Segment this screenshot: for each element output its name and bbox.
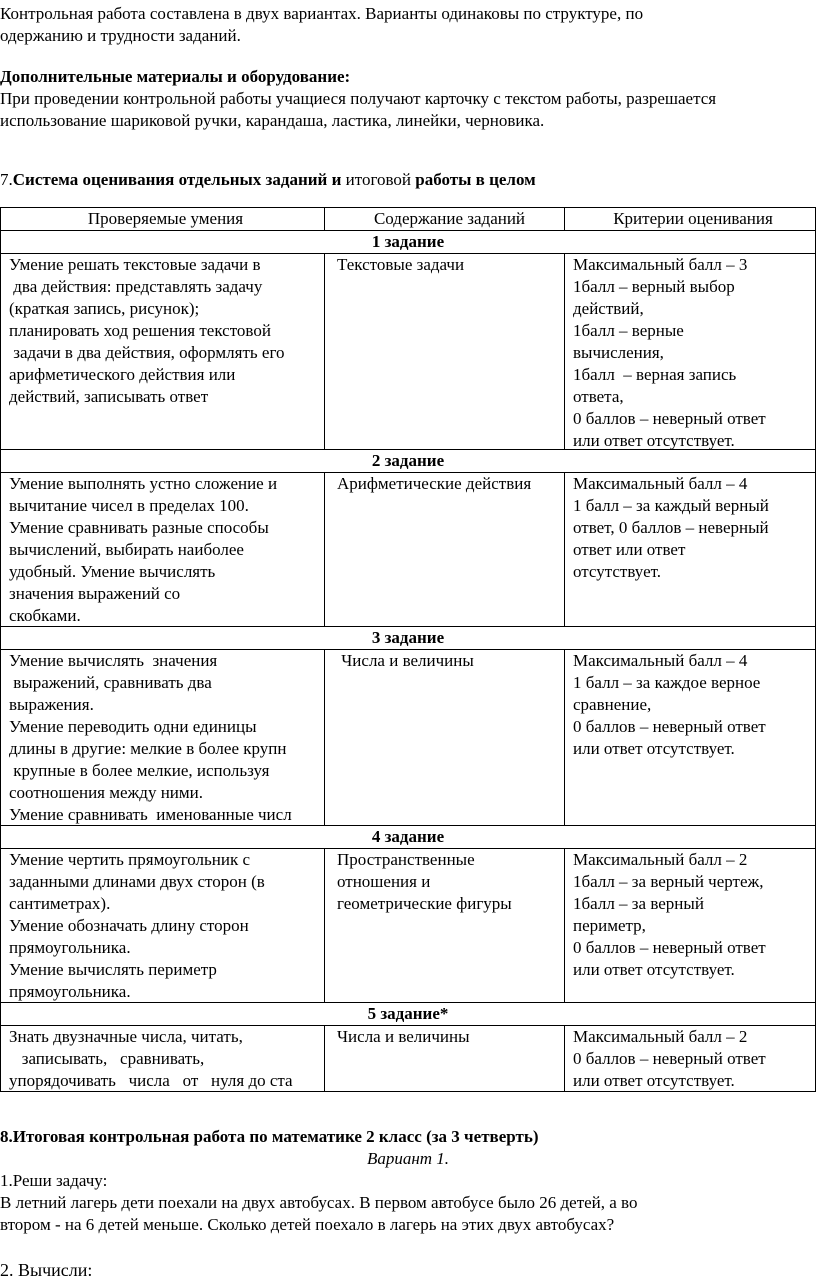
task-title-row: [0, 1003, 816, 1026]
criteria-cell: [565, 650, 816, 825]
section-7-number: 7.: [0, 170, 13, 189]
task-1-line-1: В летний лагерь дети поехали на двух автобусах. В первом автобусе было 26 детей, а во: [0, 1193, 638, 1212]
header-content: Содержание заданий: [325, 208, 565, 230]
cell-line: прямоугольника.: [9, 938, 131, 957]
task-title-row: [0, 450, 816, 473]
section-7-title-a: Система оценивания отдельных заданий и: [12, 170, 346, 189]
task-title-row: [0, 826, 816, 849]
task-1-line-2: втором - на 6 детей меньше. Сколько детей поехало в лагерь на этих двух автобусах?: [0, 1215, 615, 1234]
cell-line: Числа и величины: [337, 651, 474, 670]
cell-line: Умение переводить одни единицы: [9, 717, 257, 736]
cell-line: крупные в более мелкие, используя: [9, 761, 270, 780]
cell-line: 1балл – за верный чертеж,: [573, 872, 764, 891]
cell-line: Умение решать текстовые задачи в: [9, 255, 261, 274]
cell-line: Максимальный балл – 2: [573, 850, 748, 869]
criteria-cell: [565, 254, 816, 449]
skills-cell: [1, 650, 325, 825]
materials-heading: Дополнительные материалы и оборудование:: [0, 67, 351, 86]
content-cell: [325, 1026, 565, 1091]
cell-line: (краткая запись, рисунок);: [9, 299, 200, 318]
section-7-title: [0, 169, 536, 191]
task-title-row: [0, 627, 816, 650]
cell-line: 0 баллов – неверный ответ: [573, 409, 766, 428]
cell-line: периметр,: [573, 916, 646, 935]
cell-line: соотношения между ними.: [9, 783, 203, 802]
skills-cell: [1, 254, 325, 449]
cell-line: ответ, 0 баллов – неверный: [573, 518, 769, 537]
task-1-label: 1.Реши задачу:: [0, 1171, 108, 1190]
cell-line: вычисления,: [573, 343, 664, 362]
cell-line: Умение сравнивать именованные числ: [9, 805, 292, 824]
cell-line: Максимальный балл – 4: [573, 651, 748, 670]
variant-label: Вариант 1.: [366, 1149, 450, 1168]
cell-line: отношения и: [337, 872, 431, 891]
task-title: 1 задание: [1, 231, 816, 253]
cell-line: сравнение,: [573, 695, 652, 714]
task-title: 4 задание: [1, 826, 816, 848]
cell-line: 0 баллов – неверный ответ: [573, 938, 766, 957]
cell-line: скобками.: [9, 606, 81, 625]
section-7-title-c: работы в целом: [415, 170, 536, 189]
cell-line: Максимальный балл – 2: [573, 1027, 748, 1046]
cell-line: заданными длинами двух сторон (в: [9, 872, 265, 891]
cell-line: выражений, сравнивать два: [9, 673, 212, 692]
cell-line: действий, записывать ответ: [9, 387, 209, 406]
criteria-cell: [565, 849, 816, 1002]
cell-line: Умение выполнять устно сложение и: [9, 474, 278, 493]
cell-line: вычитание чисел в пределах 100.: [9, 496, 249, 515]
cell-line: Умение вычислять значения: [9, 651, 218, 670]
cell-line: или ответ отсутствует.: [573, 739, 735, 758]
cell-line: 1балл – верная запись: [573, 365, 737, 384]
intro-line-1: Контрольная работа составлена в двух вариантах. Варианты одинаковы по структуре, по: [0, 4, 644, 23]
cell-line: Умение сравнивать разные способы: [9, 518, 269, 537]
task-2-label: 2. Вычисли:: [0, 1260, 93, 1280]
skills-cell: [1, 1026, 325, 1091]
cell-line: Максимальный балл – 4: [573, 474, 748, 493]
cell-line: упорядочивать числа от нуля до ста: [9, 1071, 293, 1090]
cell-line: сантиметрах).: [9, 894, 111, 913]
cell-line: ответ или ответ: [573, 540, 686, 559]
criteria-cell: [565, 473, 816, 626]
table-row: [0, 849, 816, 1003]
cell-line: 1балл – верные: [573, 321, 684, 340]
content-cell: [325, 849, 565, 1002]
section-7-title-b: итоговой: [345, 170, 416, 189]
intro-line-2: одержанию и трудности заданий.: [0, 26, 241, 45]
cell-line: 0 баллов – неверный ответ: [573, 1049, 766, 1068]
cell-line: Числа и величины: [337, 1027, 470, 1046]
cell-line: арифметического действия или: [9, 365, 236, 384]
cell-line: записывать, сравнивать,: [9, 1049, 205, 1068]
grading-table: [0, 207, 816, 1092]
cell-line: Знать двузначные числа, читать,: [9, 1027, 243, 1046]
cell-line: два действия: представлять задачу: [9, 277, 263, 296]
cell-line: Умение обозначать длину сторон: [9, 916, 249, 935]
table-row: [0, 254, 816, 450]
cell-line: ответа,: [573, 387, 624, 406]
content-cell: [325, 473, 565, 626]
cell-line: или ответ отсутствует.: [573, 1071, 735, 1090]
cell-line: действий,: [573, 299, 644, 318]
cell-line: значения выражений со: [9, 584, 181, 603]
cell-line: вычислений, выбирать наиболее: [9, 540, 244, 559]
cell-line: задачи в два действия, оформлять его: [9, 343, 285, 362]
cell-line: 1 балл – за каждый верный: [573, 496, 769, 515]
cell-line: 1балл – за верный: [573, 894, 704, 913]
cell-line: удобный. Умение вычислять: [9, 562, 216, 581]
table-row: [0, 1026, 816, 1092]
cell-line: или ответ отсутствует.: [573, 431, 735, 449]
cell-line: отсутствует.: [573, 562, 662, 581]
cell-line: 1 балл – за каждое верное: [573, 673, 761, 692]
header-criteria: Критерии оценивания: [565, 208, 816, 230]
cell-line: Пространственные: [337, 850, 475, 869]
table-row: [0, 473, 816, 627]
cell-line: геометрические фигуры: [337, 894, 512, 913]
materials-line-2: использование шариковой ручки, карандаша, ластика, линейки, черновика.: [0, 111, 545, 130]
skills-cell: [1, 849, 325, 1002]
cell-line: длины в другие: мелкие в более крупн: [9, 739, 287, 758]
table-row: [0, 650, 816, 826]
task-title: 2 задание: [1, 450, 816, 472]
criteria-cell: [565, 1026, 816, 1091]
cell-line: или ответ отсутствует.: [573, 960, 735, 979]
cell-line: планировать ход решения текстовой: [9, 321, 271, 340]
section-8-title: 8.Итоговая контрольная работа по математике 2 класс (за 3 четверть): [0, 1127, 539, 1146]
skills-cell: [1, 473, 325, 626]
task-title: 3 задание: [1, 627, 816, 649]
cell-line: прямоугольника.: [9, 982, 131, 1001]
cell-line: Умение вычислять периметр: [9, 960, 217, 979]
task-title-row: [0, 231, 816, 254]
table-header-row: [0, 207, 816, 231]
content-cell: [325, 254, 565, 449]
cell-line: 1балл – верный выбор: [573, 277, 735, 296]
cell-line: Текстовые задачи: [337, 255, 465, 274]
task-title: 5 задание*: [1, 1003, 816, 1025]
cell-line: выражения.: [9, 695, 94, 714]
cell-line: Максимальный балл – 3: [573, 255, 748, 274]
cell-line: 0 баллов – неверный ответ: [573, 717, 766, 736]
content-cell: [325, 650, 565, 825]
materials-line-1: При проведении контрольной работы учащиеся получают карточку с текстом работы, разрешается: [0, 89, 717, 108]
cell-line: Арифметические действия: [337, 474, 532, 493]
cell-line: Умение чертить прямоугольник с: [9, 850, 251, 869]
header-skills: Проверяемые умения: [1, 208, 325, 230]
